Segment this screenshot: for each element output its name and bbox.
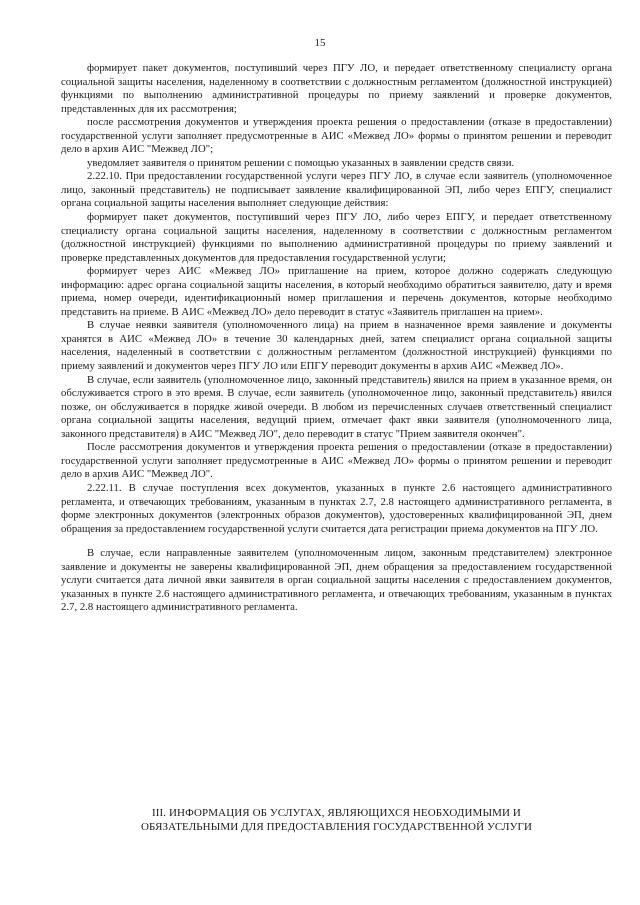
paragraph: 2.22.11. В случае поступления всех документов, указанных в пункте 2.6 настоящего административного регламента, и отвечающих требованиям, указанным в пунктах 2.7, 2.8 настоящего административного регламента, в форме электронных документов (электронных образов документов), удостоверенных квалифицированной ЭП, днем обращения за предоставлением государственной услуги считается дата регистрации приема документов на ПГУ ЛО. [61, 481, 612, 535]
page-number: 15 [314, 37, 326, 49]
paragraph: В случае, если заявитель (уполномоченное лицо, законный представитель) явился на прием в указанное время, он обслуживается строго в это время. В случае, если заявитель (уполномоченное лицо, законный представитель) явился позже, он обслуживается в порядке живой очереди. В любом из перечисленных случаев ответственный специалист органа социальной защиты населения, ведущий прием, отмечает факт явки заявителя (уполномоченного лица, законного представителя) в АИС "Межвед ЛО", дело переводит в статус "Прием заявителя окончен". [61, 373, 612, 440]
paragraph: формирует через АИС «Межвед ЛО» приглашение на прием, которое должно содержать следующую информацию: адрес органа социальной защиты населения, в который необходимо обратиться заявителю, дату и время приема, номер очереди, идентификационный номер приглашения и перечень документов, которые необходимо представить на приеме. В АИС «Межвед ЛО» дело переводит в статус «Заявитель приглашен на прием». [61, 265, 612, 318]
body-text [61, 62, 612, 615]
paragraph: формирует пакет документов, поступивший через ПГУ ЛО, и передает ответственному специалисту органа социальной защиты населения, наделенному в соответствии с должностным регламентом (должностной инструкцией) функциями по выполнению административной процедуры по приему заявлений и проверке документов, представленных для их рассмотрения; [61, 62, 612, 115]
paragraph: После рассмотрения документов и утверждения проекта решения о предоставлении (отказе в предоставлении) государственной услуги заполняет предусмотренные в АИС «Межвед ЛО» формы о принятом решении и переводит дело в архив АИС "Межвед ЛО". [61, 441, 612, 481]
paragraph: формирует пакет документов, поступивший через ПГУ ЛО, либо через ЕПГУ, и передает ответственному специалисту органа социальной защиты населения, наделенному в соответствии с должностным регламентом (должностной инструкцией) функциями по выполнению административной процедуры по приему заявлений и проверке представленных документов для предоставления государственной услуги; [61, 211, 612, 264]
paragraph: В случае неявки заявителя (уполномоченного лица) на прием в назначенное время заявление и документы хранятся в АИС «Межвед ЛО» в течение 30 календарных дней, затем специалист органа социальной защиты населения, наделенный в соответствии с должностным регламентом (должностной инструкцией) функциями по приему заявлений и документов через ПГУ ЛО или ЕПГУ переводит документы в архив АИС «Межвед ЛО». [61, 319, 612, 373]
section-heading-line: III. ИНФОРМАЦИЯ ОБ УСЛУГАХ, ЯВЛЯЮЩИХСЯ НЕОБХОДИМЫМИ И [152, 807, 521, 819]
paragraph: после рассмотрения документов и утверждения проекта решения о предоставлении (отказе в предоставлении) государственной услуги заполняет предусмотренные в АИС «Межвед ЛО» формы о принятом решении и переводит дело в архив АИС "Межвед ЛО"; [61, 116, 612, 156]
section-heading-line: ОБЯЗАТЕЛЬНЫМИ ДЛЯ ПРЕДОСТАВЛЕНИЯ ГОСУДАРСТВЕННОЙ УСЛУГИ [140, 821, 532, 833]
section-heading [61, 806, 612, 834]
paragraph: 2.22.10. При предоставлении государственной услуги через ПГУ ЛО, в случае если заявитель (уполномоченное лицо, законный представитель) не подписывает заявление квалифицированной ЭП, либо через ЕПГУ, специалист органа социальной защиты населения выполняет следующие действия: [61, 170, 612, 210]
paragraph: уведомляет заявителя о принятом решении с помощью указанных в заявлении средств связи. [87, 156, 515, 169]
paragraph: В случае, если направленные заявителем (уполномоченным лицом, законным представителем) электронное заявление и документы не заверены квалифицированной ЭП, днем обращения за предоставлением государственной услуги считается дата личной явки заявителя в орган социальной защиты населения с предоставлением документов, указанных в пункте 2.6 настоящего административного регламента, и отвечающих требованиям, указанным в пунктах 2.7, 2.8 настоящего административного регламента. [61, 547, 612, 614]
